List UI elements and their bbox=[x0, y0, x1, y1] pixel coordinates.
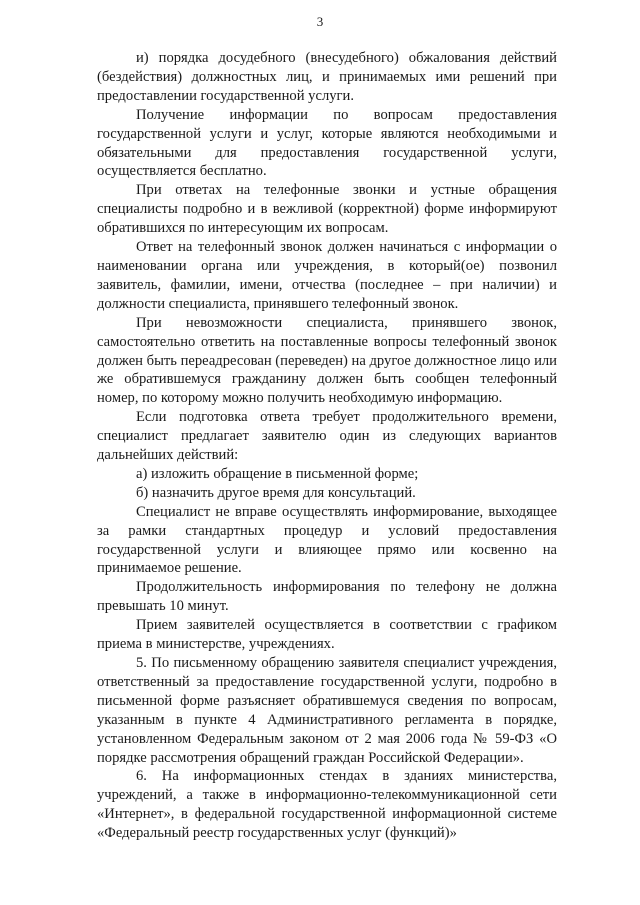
paragraph-free-information: Получение информации по вопросам предоставления государственной услуги и услуг, которые являются необходимыми и обязательными для предоставления государственной услуги, осуществляется бесплатно. bbox=[97, 106, 557, 180]
paragraph-item-6: 6. На информационных стендах в зданиях министерства, учреждений, а также в информационно-телекоммуникационной сети «Интернет», в федеральной государственной информационной системе «Федеральный реестр государственных услуг (функций)» bbox=[97, 768, 557, 842]
paragraph-call-duration: Продолжительность информирования по телефону не должна превышать 10 минут. bbox=[97, 579, 557, 615]
paragraph-reception-schedule: Прием заявителей осуществляется в соответствии с графиком приема в министерстве, учреждениях. bbox=[97, 617, 557, 653]
paragraph-item-5: 5. По письменному обращению заявителя специалист учреждения, ответственный за предоставление государственной услуги, подробно в письменной форме разъясняет обратившемуся сведения по вопросам, указанным в пункте 4 Административного регламента в порядке, установленном Федеральным законом от 2 мая 2006 года № 59-ФЗ «О порядке рассмотрения обращений граждан Российской Федерации». bbox=[97, 655, 557, 766]
paragraph-long-answer: Если подготовка ответа требует продолжительного времени, специалист предлагает заявителю один из следующих вариантов дальнейших действий: bbox=[97, 409, 557, 464]
list-item-written-form: а) изложить обращение в письменной форме; bbox=[136, 465, 419, 482]
document-body bbox=[97, 49, 557, 843]
page-number: 3 bbox=[316, 14, 324, 29]
paragraph-phone-answers: При ответах на телефонные звонки и устные обращения специалисты подробно и в вежливой (корректной) форме информируют обратившихся по интересующим их вопросам. bbox=[97, 182, 557, 237]
paragraph-appeal-procedure: и) порядка досудебного (внесудебного) обжалования действий (бездействия) должностных лиц, и принимаемых ими решений при предоставлении государственной услуги. bbox=[97, 50, 557, 104]
paragraph-call-redirect: При невозможности специалиста, принявшего звонок, самостоятельно ответить на поставленные вопросы телефонный звонок должен быть переадресован (переведен) на другое должностное лицо или же обратившемуся гражданину должен быть сообщен телефонный номер, по которому можно получить необходимую информацию. bbox=[97, 314, 557, 407]
list-item-other-time: б) назначить другое время для консультаций. bbox=[136, 484, 416, 501]
paragraph-call-start: Ответ на телефонный звонок должен начинаться с информации о наименовании органа или учреждения, в который(ое) позвонил заявитель, фамилии, имени, отчества (последнее – при наличии) и должности специалиста, принявшего телефонный звонок. bbox=[97, 239, 557, 312]
paragraph-specialist-limits: Специалист не вправе осуществлять информирование, выходящее за рамки стандартных процедур и условий предоставления государственной услуги и влияющее прямо или косвенно на принимаемое решение. bbox=[97, 503, 557, 577]
